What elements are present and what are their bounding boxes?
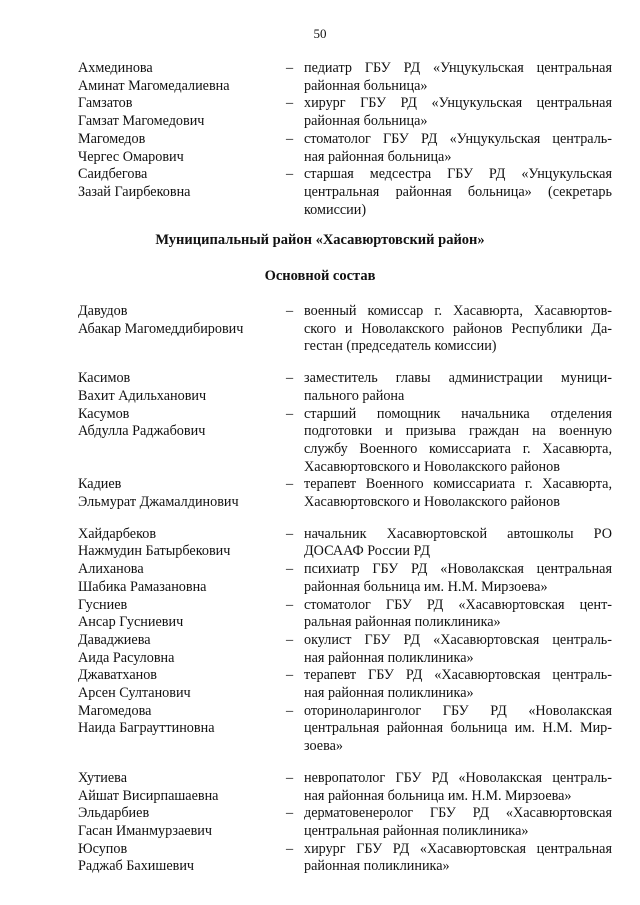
member-name-line: Гусниев: [78, 596, 128, 613]
member-entry: [78, 166, 612, 219]
member-role-line: стоматолог ГБУ РД «Унцукульская централь-: [304, 130, 612, 147]
member-entry: [78, 667, 612, 702]
member-role-line: хирург ГБУ РД «Хасавюртовская центральная: [304, 840, 612, 857]
member-name: [78, 131, 286, 166]
member-name: [78, 526, 286, 561]
member-name-line: Гамзат Магомедович: [78, 113, 205, 130]
member-entry: [78, 597, 612, 632]
dash-separator: –: [286, 667, 294, 684]
member-name-line: Кадиев: [78, 476, 122, 493]
member-name-line: Давудов: [78, 303, 128, 319]
member-role-line: пального района: [304, 387, 405, 404]
member-name-line: Джаватханов: [78, 667, 158, 684]
member-name-line: Эльдарбиев: [78, 805, 150, 822]
member-role-line: военный комиссар г. Хасавюрта, Хасавюртов-: [304, 303, 612, 319]
member-name-line: Ахмединова: [78, 60, 153, 76]
member-role: [304, 805, 612, 840]
member-role: [304, 370, 612, 405]
member-name: [78, 597, 286, 632]
member-name-line: Зазай Гаирбековна: [78, 183, 191, 200]
member-entry: [78, 370, 612, 405]
member-name-line: Хайдарбеков: [78, 525, 157, 542]
member-entry: [78, 703, 612, 756]
member-name-line: Аида Расуловна: [78, 649, 175, 666]
dash-separator: –: [286, 631, 294, 648]
member-role-line: психиатр ГБУ РД «Новолакская центральная: [304, 561, 612, 578]
member-entry: [78, 406, 612, 477]
member-name-line: Аминат Магомедалиевна: [78, 77, 230, 94]
member-role-line: терапевт Военного комиссариата г. Хасавюрта,: [304, 476, 612, 493]
member-role-line: стоматолог ГБУ РД «Хасавюртовская цент-: [304, 596, 612, 613]
member-role: [304, 476, 612, 511]
member-role: [304, 561, 612, 596]
member-role-line: Хасавюртовского и Новолакского районов: [304, 458, 560, 475]
member-role-line: гестан (председатель комиссии): [304, 338, 497, 355]
member-name: [78, 632, 286, 667]
member-role-line: ДОСААФ России РД: [304, 543, 431, 560]
dash-separator: –: [286, 370, 294, 387]
member-entry: [78, 632, 612, 667]
member-name-line: Юсупов: [78, 840, 128, 857]
member-role-line: оториноларинголог ГБУ РД «Новолакская: [304, 702, 612, 719]
member-name: [78, 805, 286, 840]
member-role-line: районная больница»: [304, 77, 428, 94]
member-name: [78, 561, 286, 596]
dash-separator: –: [286, 702, 294, 719]
member-name-line: Саидбегова: [78, 166, 148, 183]
member-name: [78, 667, 286, 702]
member-role: [304, 632, 612, 667]
member-entry: [78, 561, 612, 596]
member-name-line: Раджаб Бахишевич: [78, 858, 195, 875]
dash-separator: –: [286, 303, 294, 319]
member-role-line: ная районная поликлиника»: [304, 649, 474, 666]
member-name: [78, 406, 286, 477]
member-role-line: ского и Новолакского районов Республики Да-: [304, 320, 612, 337]
member-name-line: Чергес Омарович: [78, 148, 184, 165]
dash-separator: –: [286, 130, 294, 147]
member-role-line: ральная районная поликлиника»: [304, 614, 501, 631]
member-name-line: Гасан Иманмурзаевич: [78, 822, 213, 839]
member-role-line: Хасавюртовского и Новолакского районов: [304, 494, 560, 511]
member-entry: [78, 841, 612, 876]
member-name-line: Хутиева: [78, 769, 127, 786]
member-name: [78, 370, 286, 405]
member-name: [78, 60, 286, 95]
member-role: [304, 667, 612, 702]
member-name-line: Нажмудин Батырбекович: [78, 543, 231, 560]
dash-separator: –: [286, 405, 294, 422]
member-entry: [78, 770, 612, 805]
subsection-title: Основной состав: [264, 268, 376, 284]
section-title: Муниципальный район «Хасавюртовский район»: [155, 232, 485, 248]
member-name-line: Айшат Висирпашаевна: [78, 787, 219, 804]
member-name-line: Наида Баграуттиновна: [78, 720, 215, 737]
page-number: 50: [313, 26, 327, 41]
member-role-line: невропатолог ГБУ РД «Новолакская централь-: [304, 769, 612, 786]
member-role: [304, 841, 612, 876]
member-name-line: Магомедов: [78, 130, 146, 147]
member-role: [304, 303, 612, 356]
member-name-line: Вахит Адильханович: [78, 387, 207, 404]
member-name-line: Касимов: [78, 370, 131, 387]
member-name-line: Магомедова: [78, 702, 152, 719]
top-member-list: [78, 60, 612, 219]
member-role-line: центральная районная больница им. Н.М. Мир-: [304, 720, 612, 737]
member-role: [304, 166, 612, 219]
member-role: [304, 526, 612, 561]
member-role-line: районная больница»: [304, 113, 428, 130]
member-role-line: ная районная поликлиника»: [304, 685, 474, 702]
member-role-line: начальник Хасавюртовской автошколы РО: [304, 525, 612, 542]
member-name-line: Абдулла Раджабович: [78, 423, 206, 440]
dash-separator: –: [286, 95, 294, 112]
dash-separator: –: [286, 769, 294, 786]
member-name: [78, 476, 286, 511]
member-role-line: службу Военного комиссариата г. Хасавюрта,: [304, 440, 612, 457]
member-role-line: ная районная больница»: [304, 148, 452, 165]
member-role-line: центральная районная больница» (секретарь: [304, 183, 612, 200]
member-role-line: подготовки и призыва граждан на военную: [304, 423, 612, 440]
dash-separator: –: [286, 525, 294, 542]
member-role-line: старшая медсестра ГБУ РД «Унцукульская: [304, 166, 612, 183]
member-name-line: Ансар Гусниевич: [78, 614, 184, 631]
dash-separator: –: [286, 596, 294, 613]
member-name-line: Абакар Магомеддибирович: [78, 320, 244, 337]
member-role: [304, 406, 612, 477]
member-role-line: районная больница им. Н.М. Мирзоева»: [304, 578, 548, 595]
member-role-line: дерматовенеролог ГБУ РД «Хасавюртовская: [304, 805, 612, 822]
member-entry: [78, 476, 612, 511]
dash-separator: –: [286, 840, 294, 857]
member-role-line: педиатр ГБУ РД «Унцукульская центральная: [304, 60, 612, 76]
member-name-line: Шабика Рамазановна: [78, 578, 207, 595]
member-role-line: центральная районная поликлиника»: [304, 822, 529, 839]
member-list: [78, 303, 612, 876]
member-role: [304, 703, 612, 756]
member-name-line: Касумов: [78, 405, 130, 422]
member-role: [304, 597, 612, 632]
member-role-line: старший помощник начальника отделения: [304, 405, 612, 422]
member-entry: [78, 131, 612, 166]
member-name: [78, 166, 286, 219]
member-role-line: заместитель главы администрации муници-: [304, 370, 612, 387]
member-name: [78, 770, 286, 805]
member-name: [78, 703, 286, 756]
member-name-line: Эльмурат Джамалдинович: [78, 494, 239, 511]
member-name-line: Арсен Султанович: [78, 685, 191, 702]
member-name-line: Алиханова: [78, 561, 144, 578]
member-name: [78, 95, 286, 130]
dash-separator: –: [286, 60, 294, 76]
member-role: [304, 770, 612, 805]
member-role-line: окулист ГБУ РД «Хасавюртовская централь-: [304, 631, 612, 648]
member-role: [304, 60, 612, 95]
dash-separator: –: [286, 476, 294, 493]
dash-separator: –: [286, 805, 294, 822]
member-role-line: зоева»: [304, 738, 343, 755]
member-role-line: районная поликлиника»: [304, 858, 450, 875]
member-name-line: Даваджиева: [78, 631, 151, 648]
member-role-line: хирург ГБУ РД «Унцукульская центральная: [304, 95, 612, 112]
member-role: [304, 131, 612, 166]
member-entry: [78, 805, 612, 840]
dash-separator: –: [286, 561, 294, 578]
member-entry: [78, 95, 612, 130]
member-name: [78, 303, 286, 356]
member-entry: [78, 526, 612, 561]
member-role: [304, 95, 612, 130]
member-role-line: терапевт ГБУ РД «Хасавюртовская централь-: [304, 667, 612, 684]
member-entry: [78, 303, 612, 356]
member-name: [78, 841, 286, 876]
member-role-line: ная районная больница им. Н.М. Мирзоева»: [304, 787, 572, 804]
member-role-line: комиссии): [304, 201, 367, 218]
dash-separator: –: [286, 166, 294, 183]
member-entry: [78, 60, 612, 95]
member-name-line: Гамзатов: [78, 95, 133, 112]
